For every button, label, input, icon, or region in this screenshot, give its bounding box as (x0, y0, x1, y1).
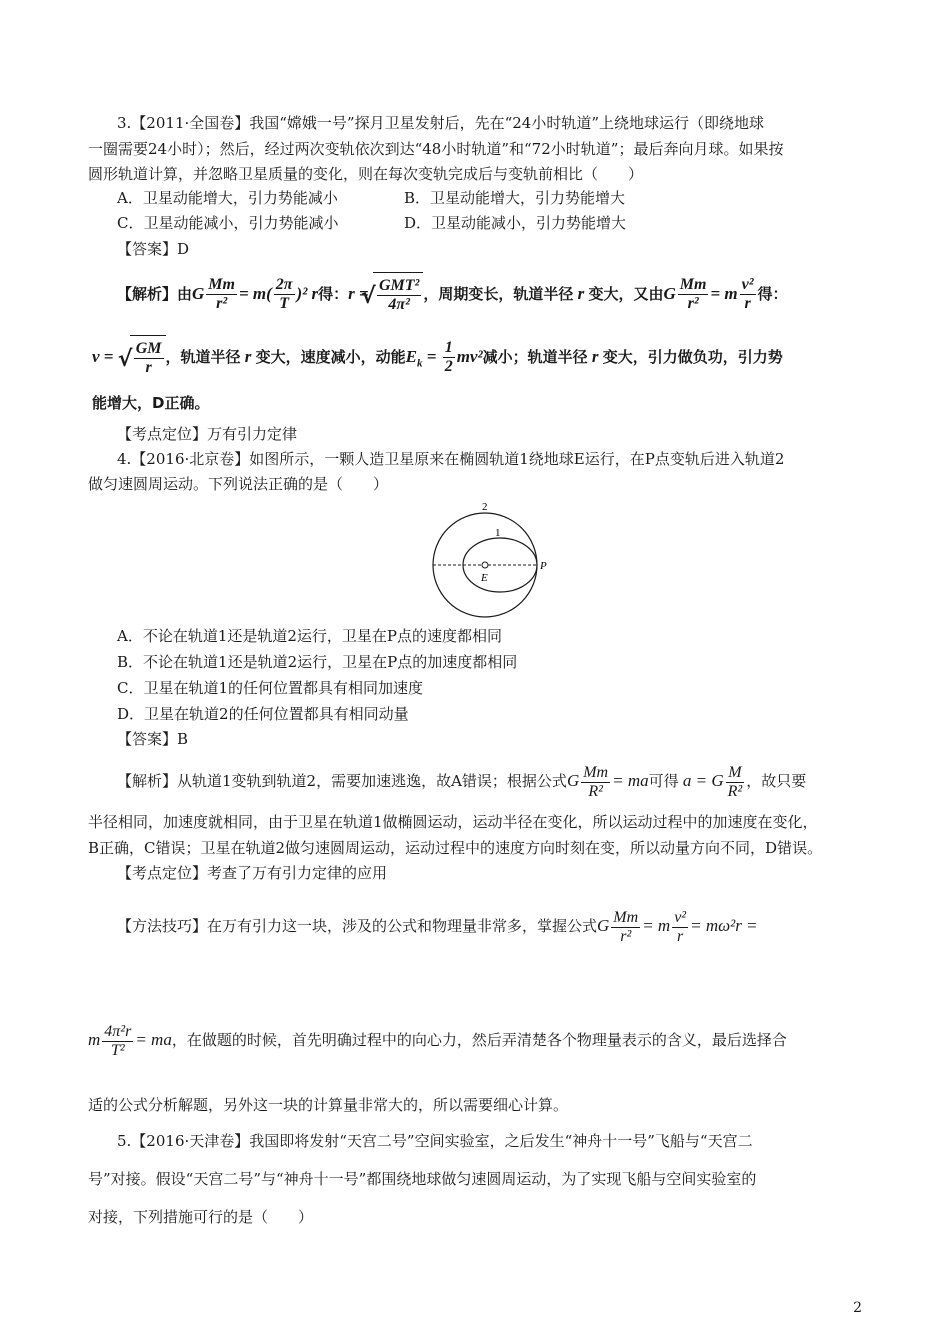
label-P: P (540, 560, 547, 572)
q4-analysis-line-1: 【解析】从轨道1变轨到轨道2，需要加速逃逸，故A错误；根据公式G $\frac{Mm}{\text{R²}}$ = ma可得 a = G $\frac{M}{\text{R²}}$ ，故只要 (117, 763, 807, 800)
q4-line-2: 做匀速圆周运动。下列说法正确的是（ ） (88, 475, 389, 493)
q5-line-1: 5.【2016·天津卷】我国即将发射“天宫二号”空间实验室，之后发生“神舟十一号”飞船与“天宫二 (117, 1132, 753, 1150)
q4-option-b: B．不论在轨道1还是轨道2运行，卫星在P点的加速度都相同 (117, 653, 518, 671)
q3-option-c: C．卫星动能减小，引力势能减小 (117, 214, 339, 232)
q4-analysis-line-2: 半径相同，加速度就相同，由于卫星在轨道1做椭圆运动，运动半径在变化，所以运动过程中的加速度在变化， (88, 813, 818, 831)
q3-option-a: A．卫星动能增大，引力势能减小 (117, 189, 338, 207)
q5-line-2: 号”对接。假设“天宫二号”与“神舟十一号”都围绕地球做匀速圆周运动，为了实现飞船与空间实验室的 (88, 1170, 757, 1188)
q4-method-line-3: 适的公式分析解题，另外这一块的计算量非常大的，所以需要细心计算。 (88, 1096, 569, 1114)
q4-option-c: C．卫星在轨道1的任何位置都具有相同加速度 (117, 679, 424, 697)
q3-answer: 【答案】D (117, 240, 190, 258)
earth-marker (482, 562, 488, 568)
q3-option-b: B．卫星动能增大，引力势能增大 (404, 189, 626, 207)
q4-method-line-2: m $\frac{\text{4π²r}}{\text{T²}}$ = ma，在做题的时候，首先明确过程中的向心力，然后弄清楚各个物理量表示的含义，最后选择合 (88, 1022, 787, 1059)
q3-analysis-line-2: v = √ $\frac{GM}{r}$ ，轨道半径 r 变大，速度减小，动能$E_k$ = $\frac{1}{2}$ mv²减小；轨道半径 r 变大，引力做负功，引力势 (92, 335, 783, 379)
q4-analysis-line-3: B正确，C错误；卫星在轨道2做匀速圆周运动，运动过程中的速度方向时刻在变，所以动量方向不同，D错误。 (88, 839, 823, 857)
orbit-diagram (425, 495, 555, 620)
label-1: 1 (495, 527, 501, 539)
q3-line-1: 3.【2011·全国卷】我国“嫦娥一号”探月卫星发射后，先在“24小时轨道”上绕地球运行（即绕地球 (117, 114, 765, 132)
q4-option-a: A．不论在轨道1还是轨道2运行，卫星在P点的速度都相同 (117, 627, 503, 645)
q3-option-d: D．卫星动能减小，引力势能增大 (404, 214, 627, 232)
q3-analysis-line-1: 【解析】由G $\frac{Mm}{\text{r²}}$ = m( $\frac{2\pi}{T}$ )² r得：r = √ $\frac{\text{GMT²}}{\text{4π²}}$ ，周期变长，轨道半径 r 变大，又由G $\frac{Mm}{\text{r²}}$ = m $\frac{\text{v²}}{r}$ 得： (117, 272, 788, 316)
q4-option-d: D．卫星在轨道2的任何位置都具有相同动量 (117, 705, 409, 723)
q3-kaodian: 【考点定位】万有引力定律 (117, 425, 298, 443)
q3-analysis-line-3: 能增大，D正确。 (92, 394, 210, 412)
q4-answer: 【答案】B (117, 730, 189, 748)
q4-method-line-1: 【方法技巧】在万有引力这一块，涉及的公式和物理量非常多，掌握公式G $\frac{Mm}{\text{r²}}$ = m $\frac{\text{v²}}{r}$ = mω²r = (117, 908, 758, 945)
q3-line-2: 一圈需要24小时）；然后，经过两次变轨依次到达“48小时轨道”和“72小时轨道”；最后奔向月球。如果按 (88, 140, 784, 158)
label-E: E (481, 572, 488, 584)
q4-line-1: 4.【2016·北京卷】如图所示，一颗人造卫星原来在椭圆轨道1绕地球E运行，在P点变轨后进入轨道2 (117, 450, 785, 468)
label-2: 2 (482, 501, 488, 513)
q5-line-3: 对接，下列措施可行的是（ ） (88, 1208, 314, 1226)
page-number: 2 (853, 1300, 862, 1316)
q4-kaodian: 【考点定位】考查了万有引力定律的应用 (117, 864, 388, 882)
q3-line-3: 圆形轨道计算，并忽略卫星质量的变化，则在每次变轨完成后与变轨前相比（ ） (88, 165, 644, 183)
